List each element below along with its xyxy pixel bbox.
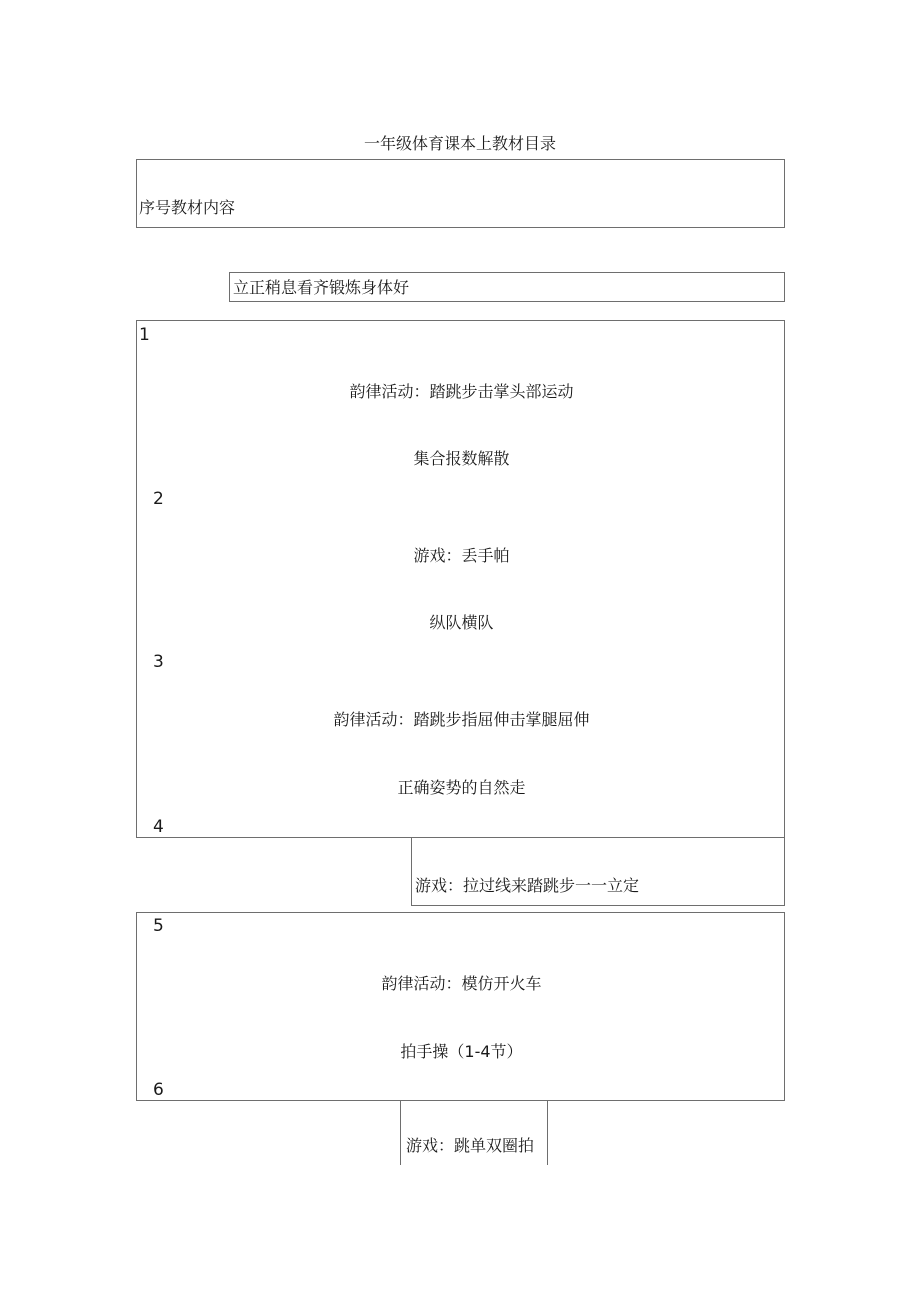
item-text: 韵律活动：模仿开火车 (381, 974, 542, 993)
row-number: 6 (153, 1080, 164, 1100)
item-text: 集合报数解散 (413, 449, 510, 468)
item-text: 游戏：丢手帕 (413, 546, 510, 565)
item-text: 韵律活动：踏跳步指屈伸击掌腿屈伸 (333, 710, 590, 729)
item-text: 正确姿势的自然走 (397, 778, 526, 797)
row-number: 3 (153, 652, 164, 672)
item-text: 韵律活动：踏跳步击掌头部运动 (349, 382, 574, 401)
item-box-3 (400, 1101, 548, 1165)
item-text: 立正稍息看齐锻炼身体好 (233, 278, 410, 297)
content-block-2 (136, 912, 785, 1101)
content-block-1 (136, 320, 785, 838)
header-label: 序号教材内容 (139, 198, 236, 217)
row-number: 1 (139, 325, 150, 345)
item-box-1 (229, 272, 785, 302)
item-text: 拍手操（1-4节） (400, 1042, 523, 1061)
row-number: 2 (153, 489, 164, 509)
item-text: 游戏：跳单双圈拍 (406, 1136, 535, 1155)
item-box-2 (411, 837, 785, 906)
row-number: 4 (153, 817, 164, 837)
header-row (136, 159, 785, 228)
row-number: 5 (153, 916, 164, 936)
document-title: 一年级体育课本上教材目录 (363, 134, 556, 153)
item-text: 游戏：拉过线来踏跳步一一立定 (415, 876, 640, 895)
item-text: 纵队横队 (429, 613, 494, 632)
